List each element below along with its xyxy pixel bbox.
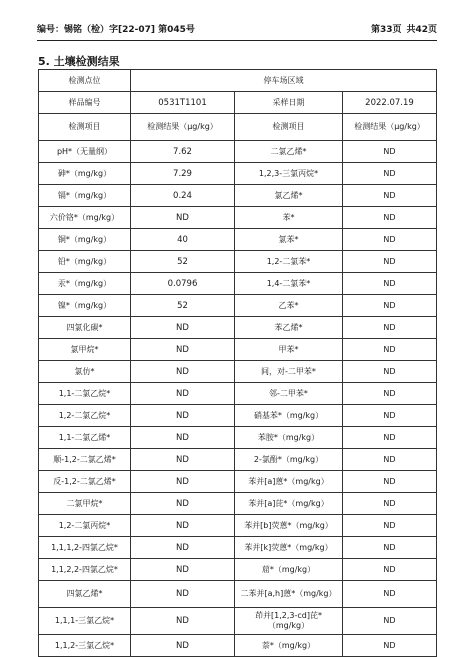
right-item-cell: 硝基苯*（mg/kg） xyxy=(235,405,343,427)
table-row xyxy=(39,537,437,559)
right-item-cell: 萘*（mg/kg） xyxy=(235,635,343,657)
right-result-cell: ND xyxy=(343,251,437,273)
left-result-cell: ND xyxy=(131,581,235,608)
right-item-cell: 邻-二甲苯* xyxy=(235,383,343,405)
location-row xyxy=(39,70,437,92)
left-result-cell: ND xyxy=(131,427,235,449)
left-item-cell: 顺-1,2-二氯乙烯* xyxy=(39,449,131,471)
col-result-header-right: 检测结果（μg/kg） xyxy=(343,114,437,141)
left-item-cell: 氯甲烷* xyxy=(39,339,131,361)
sampling-date-label: 采样日期 xyxy=(235,92,343,114)
sampling-date-value: 2022.07.19 xyxy=(343,92,437,114)
table-row xyxy=(39,405,437,427)
sample-id-label: 样品编号 xyxy=(39,92,131,114)
right-item-cell: 苯并[a]芘*（mg/kg） xyxy=(235,493,343,515)
left-result-cell: 40 xyxy=(131,229,235,251)
table-row xyxy=(39,163,437,185)
table-row xyxy=(39,383,437,405)
left-result-cell: 52 xyxy=(131,295,235,317)
left-result-cell: ND xyxy=(131,537,235,559)
page-number: 第33页 xyxy=(370,25,402,35)
left-result-cell: ND xyxy=(131,449,235,471)
right-result-cell: ND xyxy=(343,635,437,657)
table-row xyxy=(39,339,437,361)
right-result-cell: ND xyxy=(343,163,437,185)
col-result-header-left: 检测结果（μg/kg） xyxy=(131,114,235,141)
right-item-cell: 苯并[b]荧蒽*（mg/kg） xyxy=(235,515,343,537)
table-row xyxy=(39,559,437,581)
left-item-cell: 1,1-二氯乙烯* xyxy=(39,427,131,449)
right-result-cell: ND xyxy=(343,295,437,317)
left-item-cell: 1,2-二氯乙烷* xyxy=(39,405,131,427)
left-result-cell: ND xyxy=(131,559,235,581)
table-body xyxy=(39,70,437,657)
right-result-cell: ND xyxy=(343,493,437,515)
right-item-cell: 䓛*（mg/kg） xyxy=(235,559,343,581)
table-row xyxy=(39,449,437,471)
right-result-cell: ND xyxy=(343,449,437,471)
right-result-cell: ND xyxy=(343,515,437,537)
right-result-cell: ND xyxy=(343,405,437,427)
table-row xyxy=(39,635,437,657)
header-rule xyxy=(37,40,437,41)
right-item-cell: 苯并[k]荧蒽*（mg/kg） xyxy=(235,537,343,559)
left-result-cell: ND xyxy=(131,405,235,427)
right-result-cell: ND xyxy=(343,229,437,251)
left-item-cell: 1,2-二氯丙烷* xyxy=(39,515,131,537)
sample-id-value: 0531T1101 xyxy=(131,92,235,114)
left-result-cell: 7.62 xyxy=(131,141,235,163)
left-item-cell: 铜*（mg/kg） xyxy=(39,229,131,251)
right-item-cell: 茚并[1,2,3-cd]芘*（mg/kg） xyxy=(235,608,343,635)
table-row xyxy=(39,493,437,515)
right-item-cell: 甲苯* xyxy=(235,339,343,361)
table-row xyxy=(39,207,437,229)
left-result-cell: ND xyxy=(131,471,235,493)
left-result-cell: ND xyxy=(131,207,235,229)
right-item-cell: 1,2,3-三氯丙烷* xyxy=(235,163,343,185)
right-result-cell: ND xyxy=(343,559,437,581)
table-row xyxy=(39,295,437,317)
section-title: 5. 土壤检测结果 xyxy=(38,55,120,68)
left-item-cell: 镉*（mg/kg） xyxy=(39,185,131,207)
table-row xyxy=(39,141,437,163)
left-item-cell: pH*（无量纲） xyxy=(39,141,131,163)
right-item-cell: 二苯并[a,h]蒽*（mg/kg） xyxy=(235,581,343,608)
right-result-cell: ND xyxy=(343,537,437,559)
left-item-cell: 铅*（mg/kg） xyxy=(39,251,131,273)
right-result-cell: ND xyxy=(343,581,437,608)
right-result-cell: ND xyxy=(343,141,437,163)
left-result-cell: 52 xyxy=(131,251,235,273)
col-item-header-left: 检测项目 xyxy=(39,114,131,141)
left-item-cell: 1,1-二氯乙烷* xyxy=(39,383,131,405)
column-header-row xyxy=(39,114,437,141)
right-item-cell: 乙苯* xyxy=(235,295,343,317)
left-result-cell: ND xyxy=(131,383,235,405)
left-item-cell: 镍*（mg/kg） xyxy=(39,295,131,317)
table-row xyxy=(39,361,437,383)
right-result-cell: ND xyxy=(343,317,437,339)
right-item-cell: 1,4-二氯苯* xyxy=(235,273,343,295)
left-item-cell: 氯仿* xyxy=(39,361,131,383)
left-result-cell: ND xyxy=(131,635,235,657)
left-result-cell: 7.29 xyxy=(131,163,235,185)
right-item-cell: 间，对-二甲苯* xyxy=(235,361,343,383)
left-item-cell: 反-1,2-二氯乙烯* xyxy=(39,471,131,493)
right-item-cell: 苯* xyxy=(235,207,343,229)
report-number: 编号：锡铭（检）字[22-07] 第045号 xyxy=(37,25,195,35)
table-row xyxy=(39,273,437,295)
right-item-cell: 2-氯酚*（mg/kg） xyxy=(235,449,343,471)
right-result-cell: ND xyxy=(343,427,437,449)
table-row xyxy=(39,229,437,251)
table-row xyxy=(39,251,437,273)
right-result-cell: ND xyxy=(343,361,437,383)
right-result-cell: ND xyxy=(343,185,437,207)
right-result-cell: ND xyxy=(343,608,437,635)
page-total: 共42页 xyxy=(406,25,437,35)
right-item-cell: 苯并[a]蒽*（mg/kg） xyxy=(235,471,343,493)
sample-row xyxy=(39,92,437,114)
page-header xyxy=(37,22,437,38)
table-row xyxy=(39,608,437,635)
right-result-cell: ND xyxy=(343,273,437,295)
right-item-cell: 氯苯* xyxy=(235,229,343,251)
right-result-cell: ND xyxy=(343,207,437,229)
left-result-cell: ND xyxy=(131,339,235,361)
left-result-cell: ND xyxy=(131,608,235,635)
table-row xyxy=(39,471,437,493)
right-result-cell: ND xyxy=(343,339,437,361)
left-item-cell: 砷*（mg/kg） xyxy=(39,163,131,185)
left-result-cell: 0.0796 xyxy=(131,273,235,295)
col-item-header-right: 检测项目 xyxy=(235,114,343,141)
table-row xyxy=(39,317,437,339)
left-item-cell: 1,1,1-三氯乙烷* xyxy=(39,608,131,635)
left-item-cell: 四氯乙烯* xyxy=(39,581,131,608)
table-row xyxy=(39,185,437,207)
right-result-cell: ND xyxy=(343,383,437,405)
location-value: 停车场区域 xyxy=(131,70,437,92)
left-result-cell: ND xyxy=(131,317,235,339)
right-result-cell: ND xyxy=(343,471,437,493)
left-result-cell: ND xyxy=(131,361,235,383)
right-item-cell: 氯乙烯* xyxy=(235,185,343,207)
left-item-cell: 二氯甲烷* xyxy=(39,493,131,515)
left-item-cell: 四氯化碳* xyxy=(39,317,131,339)
table-row xyxy=(39,427,437,449)
soil-results-table xyxy=(38,69,437,657)
table-row xyxy=(39,515,437,537)
left-result-cell: 0.24 xyxy=(131,185,235,207)
right-item-cell: 苯胺*（mg/kg） xyxy=(235,427,343,449)
left-item-cell: 1,1,2,2-四氯乙烷* xyxy=(39,559,131,581)
right-item-cell: 苯乙烯* xyxy=(235,317,343,339)
left-item-cell: 1,1,2-三氯乙烷* xyxy=(39,635,131,657)
left-item-cell: 汞*（mg/kg） xyxy=(39,273,131,295)
left-item-cell: 六价铬*（mg/kg） xyxy=(39,207,131,229)
left-result-cell: ND xyxy=(131,493,235,515)
right-item-cell: 二氯乙烯* xyxy=(235,141,343,163)
right-item-cell: 1,2-二氯苯* xyxy=(235,251,343,273)
table-row xyxy=(39,581,437,608)
page-indicator xyxy=(371,22,437,35)
left-result-cell: ND xyxy=(131,515,235,537)
left-item-cell: 1,1,1,2-四氯乙烷* xyxy=(39,537,131,559)
location-label: 检测点位 xyxy=(39,70,131,92)
